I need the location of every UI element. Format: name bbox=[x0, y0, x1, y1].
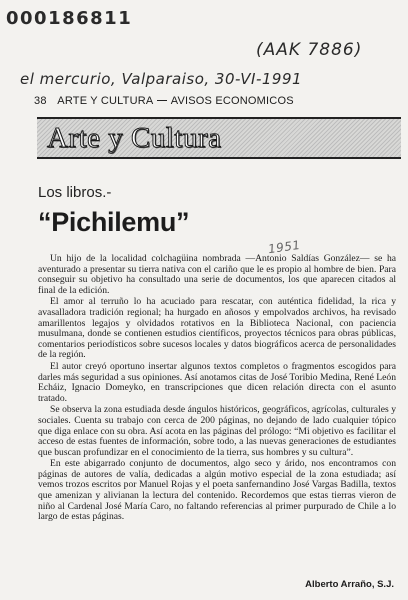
section-label: Los libros.- bbox=[38, 184, 112, 201]
handwritten-source-note: el mercurio, Valparaiso, 30-VI-1991 bbox=[20, 70, 303, 88]
article-paragraph: En este abigarrado conjunto de documentos, algo seco y árido, nos encontramos con páginas de autores de valía, dedicadas a algún motivo especial de la zona estudiada; así vemos trozos escritos por Manuel Rojas y el poeta sanfernandino José Vargas Badilla, textos que amenizan y alivianan la lectura del contenido. Recordemos que estas tierras vieron de niño al Cardenal José María Caro, no faltando referencias al primer purpurado de Chile a lo largo de estas páginas. bbox=[38, 458, 396, 523]
page-section-left: ARTE Y CULTURA bbox=[57, 95, 153, 107]
article-headline: “Pichilemu” bbox=[38, 207, 190, 237]
page-header bbox=[34, 95, 294, 107]
section-banner bbox=[37, 117, 401, 159]
page-number: 38 bbox=[34, 95, 47, 107]
article-paragraph: Se observa la zona estudiada desde ángulos históricos, geográficos, agrícolas, culturales y sociales. Cuenta su trabajo con cerca de 200 páginas, no dejando de lado cualquier tópico que diga enlace con su obra. Así acota en las páginas del prólogo: “Mi objetivo es facilitar el acceso de estas fuentes de información, sobre todo, a las nuevas generaciones de estudiantes que buscan profundizar en el conocimiento de la tierra, sus hombres y su cultura”. bbox=[38, 404, 396, 458]
article-paragraph: El amor al terruño lo ha acuciado para rescatar, con auténtica fidelidad, la rica y avasalladora tradición regional; ha hurgado en añosos y empolvados archivos, ha revisado amarillentos legajos y olvidados rotativos en la Biblioteca Nacional, con paciencia musulmana, donde se contienen estudios científicos, proyectos técnicos para obras públicas, comentarios periodísticos sobre sucesos locales y datos biográficos acerca de personalidades de la región. bbox=[38, 296, 396, 361]
handwritten-year-note: 1951 bbox=[267, 237, 302, 257]
page-section-right: AVISOS ECONOMICOS bbox=[170, 95, 294, 107]
article-author: Alberto Arraño, S.J. bbox=[305, 579, 394, 590]
article-body bbox=[38, 254, 396, 524]
handwritten-reference-code: (AAK 7886) bbox=[256, 40, 363, 60]
header-divider bbox=[157, 100, 167, 101]
article-paragraph: Un hijo de la localidad colchagüina nombrada —Antonio Saldías González— se ha aventurado a presentar su tierra nativa con el cariño que le es propio al hombre de bien. Para conseguir su objetivo ha consultado una serie de documentos, los que aparecen citados al final de la edición. bbox=[38, 253, 396, 296]
banner-title: Arte y Cultura bbox=[47, 122, 222, 154]
article-paragraph: El autor creyó oportuno insertar algunos textos completos o fragmentos escogidos para darles más seguridad a sus opiniones. Así anotamos citas de José Toribio Medina, René León Echáiz, Ignacio Domeyko, en transcripciones que dicen relación directa con el asunto tratado. bbox=[38, 360, 396, 404]
handwritten-accession-number: 000186811 bbox=[6, 8, 133, 29]
